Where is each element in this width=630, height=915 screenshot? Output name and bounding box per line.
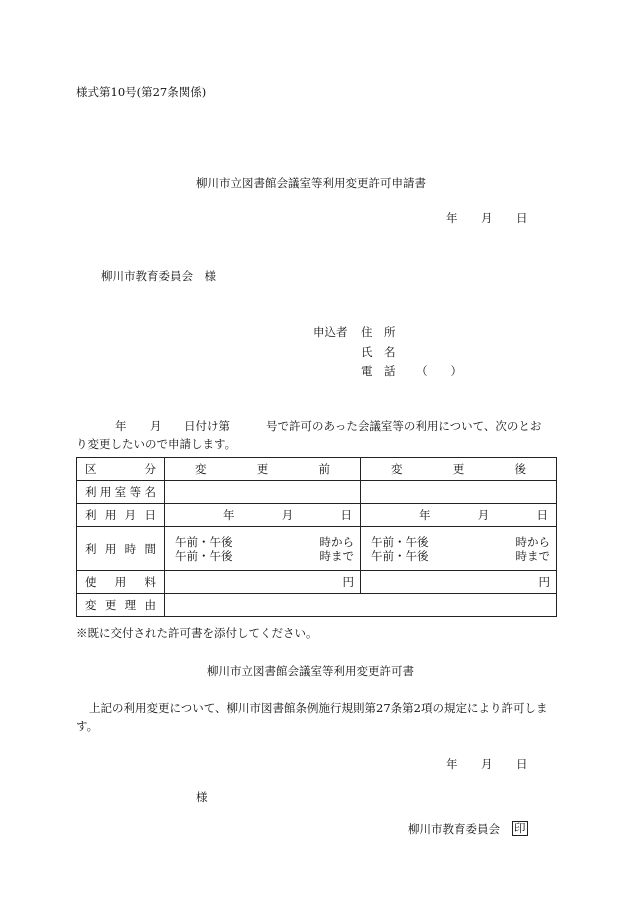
applicant-address-label: 住 所 (361, 325, 396, 339)
time-before-until: 時まで (319, 548, 354, 563)
table-row-room (77, 481, 557, 504)
header-after-char-3: 後 (514, 462, 526, 476)
body-line1: 号で許可のあった会議室等の利用について、次のとお (266, 419, 542, 433)
time-after-from: 時から (515, 534, 550, 549)
date-before-day: 日 (340, 508, 352, 522)
label-use-date: 利用月日 (77, 504, 165, 527)
date-before-year: 年 (223, 508, 235, 522)
time-after-start-ampm: 午前・午後 (371, 534, 429, 549)
table-row-reason (77, 594, 557, 617)
seal-mark: 印 (514, 821, 526, 835)
form-number: 様式第10号(第27条関係) (76, 85, 207, 99)
date-before-month: 月 (281, 508, 294, 522)
date-after-field[interactable] (361, 504, 557, 527)
issuer: 柳川市教育委員会 (408, 822, 500, 836)
time-before-field[interactable] (165, 527, 361, 571)
date-after-day: 日 (536, 508, 548, 522)
applicant-name-label: 氏 名 (361, 345, 396, 359)
time-after-until: 時まで (515, 548, 550, 563)
label-fee: 使用料 (77, 571, 165, 594)
header-before (165, 458, 361, 481)
permit-date-month: 月 (481, 757, 493, 771)
label-change-reason: 変更理由 (77, 594, 165, 617)
fee-before-field[interactable] (165, 571, 361, 594)
body-dated: 日付け第 (184, 419, 230, 433)
permit-date-day: 日 (516, 757, 528, 771)
time-before-end-ampm: 午前・午後 (175, 548, 233, 563)
date-before-field[interactable] (165, 504, 361, 527)
applicant-label: 申込者 (313, 325, 348, 339)
header-after (361, 458, 557, 481)
time-after-field[interactable] (361, 527, 557, 571)
attachment-note: ※既に交付された許可書を添付してください。 (76, 626, 318, 640)
date-after-month: 月 (477, 508, 490, 522)
date-year: 年 (446, 211, 458, 225)
table-row-fee (77, 571, 557, 594)
header-before-char-1: 変 (195, 462, 207, 476)
body-month: 月 (150, 419, 162, 433)
time-before-from: 時から (319, 534, 354, 549)
label-use-time: 利用時間 (77, 527, 165, 571)
table-row-date (77, 504, 557, 527)
seal-stamp (512, 821, 528, 836)
permit-title: 柳川市立図書館会議室等利用変更許可書 (207, 664, 414, 678)
header-before-char-2: 更 (256, 462, 269, 476)
header-after-char-2: 更 (452, 462, 465, 476)
body-line2: り変更したいので申請します。 (76, 437, 237, 451)
permit-text-line2: す。 (76, 719, 99, 733)
document-title: 柳川市立図書館会議室等利用変更許可申請書 (196, 176, 426, 190)
date-after-year: 年 (419, 508, 431, 522)
table-header-row (77, 458, 557, 481)
header-before-char-3: 前 (318, 462, 330, 476)
addressee: 柳川市教育委員会 様 (101, 269, 216, 283)
header-category: 区 分 (77, 458, 165, 481)
change-request-table (76, 457, 557, 617)
header-after-char-1: 変 (391, 462, 403, 476)
time-before-start-ampm: 午前・午後 (175, 534, 233, 549)
permit-date-year: 年 (446, 757, 458, 771)
recipient-honorific: 様 (196, 790, 208, 804)
applicant-phone-label: 電 話 (361, 364, 396, 378)
table-row-time (77, 527, 557, 571)
date-month: 月 (481, 211, 493, 225)
date-day: 日 (516, 211, 528, 225)
time-after-end-ampm: 午前・午後 (371, 548, 429, 563)
fee-after-field[interactable] (361, 571, 557, 594)
change-reason-field[interactable] (165, 594, 557, 617)
permit-text-line1: 上記の利用変更について、柳川市図書館条例施行規則第27条第2項の規定により許可しま (89, 701, 548, 715)
body-year: 年 (115, 419, 127, 433)
label-room-name: 利用室等名 (77, 481, 165, 504)
fee-after-yen: 円 (538, 575, 550, 589)
fee-before-yen: 円 (342, 575, 354, 589)
room-before-field[interactable] (165, 481, 361, 504)
room-after-field[interactable] (361, 481, 557, 504)
applicant-phone-parens: （ ） (416, 364, 462, 378)
